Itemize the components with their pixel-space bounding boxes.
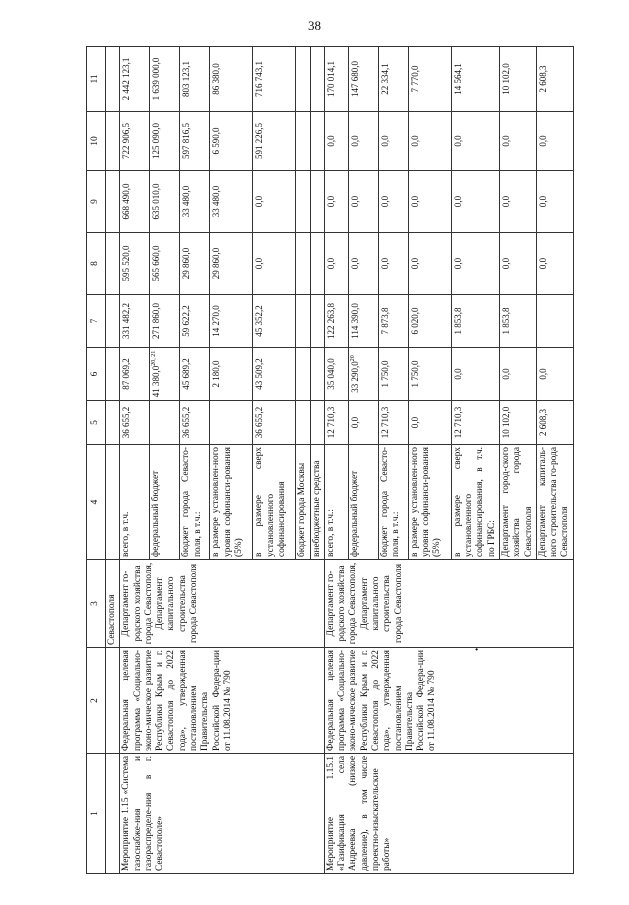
footnote-ref: 20, 21 — [151, 350, 158, 366]
value-cell: 12 710,3 — [324, 401, 348, 445]
value-cell: 2 608,3 — [536, 401, 573, 445]
continuation-row — [106, 47, 120, 874]
value-cell: 12 710,3 — [451, 401, 499, 445]
value-cell: 122 263,8 — [324, 295, 348, 348]
bullet-mark: • — [472, 647, 483, 651]
value-cell: 0,0 — [348, 401, 378, 445]
value-cell: 35 040,0 — [324, 348, 348, 401]
program-cell — [324, 648, 573, 754]
value-cell — [210, 401, 253, 445]
value-cell: 1 853,8 — [499, 295, 536, 348]
value-cell: 635 010,0 — [150, 171, 180, 233]
table-row — [324, 47, 348, 874]
measure-block-1-15-1 — [324, 47, 573, 874]
source-label: в размере установлен-ного уровня софинанси-рования (5%) — [210, 445, 253, 560]
value-cell: 33 290,0$^{20}$ — [348, 348, 378, 401]
value-cell: 0,0 — [348, 171, 378, 233]
value-cell: 114 390,0 — [348, 295, 378, 348]
value-cell: 668 490,0 — [120, 171, 150, 233]
source-label: бюджет города Москвы — [296, 445, 310, 560]
value-cell: 597 816,5 — [180, 112, 210, 171]
value-cell — [310, 233, 324, 295]
value-cell: 6 590,0 — [210, 112, 253, 171]
value-cell: 0,0 — [499, 348, 536, 401]
source-label: Департамент город-ского хозяйства города Севастополя — [499, 445, 536, 560]
value-cell: 0,0 — [499, 233, 536, 295]
value-cell: 0,0 — [378, 112, 408, 171]
value-cell: 36 655,2 — [180, 401, 210, 445]
value-cell: 29 860,0 — [210, 233, 253, 295]
program-text: Федеральная целевая программа «Социально-эконо-мическое развитие Республики Крым и г. Севастополя до 2022 года», утвержденная постановлением Правительства Российской Федера-ции от 11.08.2014 № 790 — [121, 650, 233, 751]
program-text: Федеральная целевая программа «Социально-эконо-мическое развитие Республики Крым и г. Севастополя до 2022 года», утвержденная постановлением Правительства Российской Федера-ции от 11.08.2014 № 790 — [325, 650, 438, 751]
value-cell — [296, 112, 310, 171]
page-number: 38 — [308, 18, 321, 33]
value-cell: 59 622,2 — [180, 295, 210, 348]
program-cell — [120, 648, 325, 754]
rotated-table-container — [86, 47, 571, 874]
value-cell: 271 860,0 — [150, 295, 180, 348]
value-cell: 722 906,5 — [120, 112, 150, 171]
value-cell: 0,0 — [451, 112, 499, 171]
value-cell: 43 509,2 — [253, 348, 296, 401]
source-label: всего, в т.ч.: — [324, 445, 348, 560]
value-cell — [296, 295, 310, 348]
value-cell: 0,0 — [253, 233, 296, 295]
value-cell: 0,0 — [499, 171, 536, 233]
source-label: всего, в т.ч. — [120, 445, 150, 560]
col-header: 9 — [87, 171, 106, 233]
value-cell: 0,0 — [324, 171, 348, 233]
value-cell — [296, 47, 310, 112]
value-cell: 2 442 123,1 — [120, 47, 150, 112]
value-cell: 0,0 — [253, 171, 296, 233]
col-header: 11 — [87, 47, 106, 112]
measure-block-1-15 — [120, 47, 325, 874]
value-cell: 0,0 — [408, 112, 451, 171]
source-label: федеральный бюджет — [150, 445, 180, 560]
value-cell: 0,0 — [536, 112, 573, 171]
value-cell: 0,0 — [408, 171, 451, 233]
col-header: 8 — [87, 233, 106, 295]
value-cell: 125 090,0 — [150, 112, 180, 171]
value-cell — [310, 112, 324, 171]
value-cell: 0,0 — [408, 401, 451, 445]
value-cell: 2 180,0 — [210, 348, 253, 401]
source-label: бюджет города Севасто-поля, в т.ч.: — [180, 445, 210, 560]
col-header: 3 — [87, 560, 106, 648]
value-cell: 565 660,0 — [150, 233, 180, 295]
value-cell: 147 680,0 — [348, 47, 378, 112]
value-cell — [536, 295, 573, 348]
value-cell: 1 639 000,0 — [150, 47, 180, 112]
measure-cell: Мероприятие 1.15 «Система газоснабже-ния и газораспределе-ния в г. Севастополе» — [120, 754, 325, 874]
column-number-row — [87, 47, 106, 874]
rotated-table-area — [86, 47, 571, 874]
value-cell: 22 334,1 — [378, 47, 408, 112]
footnote-ref: 20 — [349, 355, 356, 362]
value-cell: 36 655,2 — [253, 401, 296, 445]
value-cell: 86 380,0 — [210, 47, 253, 112]
value-cell — [310, 171, 324, 233]
department-cont: Севастополя — [106, 560, 120, 648]
source-label: в размере установлен-ного уровня софинанси-рования (5%) — [408, 445, 451, 560]
value-cell: 14 564,1 — [451, 47, 499, 112]
value-cell: 595 520,0 — [120, 233, 150, 295]
value-cell: 36 655,2 — [120, 401, 150, 445]
value-cell: 0,0 — [536, 348, 573, 401]
value-cell: 45 352,2 — [253, 295, 296, 348]
value-cell: 591 226,5 — [253, 112, 296, 171]
value-cell: 2 608,3 — [536, 47, 573, 112]
value-cell: 0,0 — [324, 233, 348, 295]
value-cell: 0,0 — [536, 233, 573, 295]
value-cell: 41 380,0$^{20, 21}$ — [150, 348, 180, 401]
col-header: 1 — [87, 754, 106, 874]
value-cell — [310, 47, 324, 112]
col-header: 2 — [87, 648, 106, 754]
value-cell: 33 480,0 — [210, 171, 253, 233]
value-cell: 12 710,3 — [378, 401, 408, 445]
value-cell: 6 020,0 — [408, 295, 451, 348]
value-cell — [310, 401, 324, 445]
value-cell: 0,0 — [348, 233, 378, 295]
col-header: 4 — [87, 445, 106, 560]
value-cell: 716 743,1 — [253, 47, 296, 112]
value-cell — [296, 171, 310, 233]
measure-cell: Мероприятие 1.15.1 «Газификация села Андреевка (низкое давление), в том числе проектно-изыскательские работы» — [324, 754, 573, 874]
department-cell: Департамент го-родского хозяйства города Севастополя, Департамент капитального строительства города Севастополя — [324, 560, 573, 648]
source-label: внебюджетные средства — [310, 445, 324, 560]
value-cell: 0,0 — [378, 233, 408, 295]
value-cell — [296, 233, 310, 295]
value-cell: 331 482,2 — [120, 295, 150, 348]
source-label: бюджет города Севасто-поля, в т.ч.: — [378, 445, 408, 560]
value-cell — [310, 295, 324, 348]
value-cell: 33 480,0 — [180, 171, 210, 233]
value-cell: 10 102,0 — [499, 47, 536, 112]
value-cell — [296, 348, 310, 401]
value-cell — [296, 401, 310, 445]
value-cell: 0,0 — [499, 112, 536, 171]
value-cell: 87 069,2 — [120, 348, 150, 401]
funding-table — [86, 46, 574, 874]
value-cell: 0,0 — [451, 233, 499, 295]
value-cell: 14 270,0 — [210, 295, 253, 348]
col-header: 7 — [87, 295, 106, 348]
source-label: федеральный бюджет — [348, 445, 378, 560]
value-cell: 1 750,0 — [378, 348, 408, 401]
value-cell: 0,0 — [451, 348, 499, 401]
table-row — [120, 47, 150, 874]
value-cell: 7 770,0 — [408, 47, 451, 112]
value-cell: 7 873,8 — [378, 295, 408, 348]
source-label: в размере сверх установленного софинансирования — [253, 445, 296, 560]
value-cell: 0,0 — [324, 112, 348, 171]
value-cell: 0,0 — [408, 233, 451, 295]
value-cell: 1 853,8 — [451, 295, 499, 348]
source-label: в размере сверх установленного софинансирования, в т.ч. по ГРБС: — [451, 445, 499, 560]
col-header: 5 — [87, 401, 106, 445]
value-cell: 29 860,0 — [180, 233, 210, 295]
value-cell: 803 123,1 — [180, 47, 210, 112]
value-cell: 0,0 — [378, 171, 408, 233]
department-cell: Департамент го-родского хозяйства города Севастополя, Департамент капитального строительства города Севастополя — [120, 560, 325, 648]
value-cell: 170 014,1 — [324, 47, 348, 112]
value-cell: 1 750,0 — [408, 348, 451, 401]
value-cell: 45 689,2 — [180, 348, 210, 401]
value-cell — [310, 348, 324, 401]
value-cell: 0,0 — [536, 171, 573, 233]
col-header: 6 — [87, 348, 106, 401]
col-header: 10 — [87, 112, 106, 171]
value-cell: 0,0 — [348, 112, 378, 171]
source-label: Департамент капиталь-ного строительства го-рода Севастополя — [536, 445, 573, 560]
value-cell — [150, 401, 180, 445]
value-cell: 10 102,0 — [499, 401, 536, 445]
value-cell: 0,0 — [451, 171, 499, 233]
